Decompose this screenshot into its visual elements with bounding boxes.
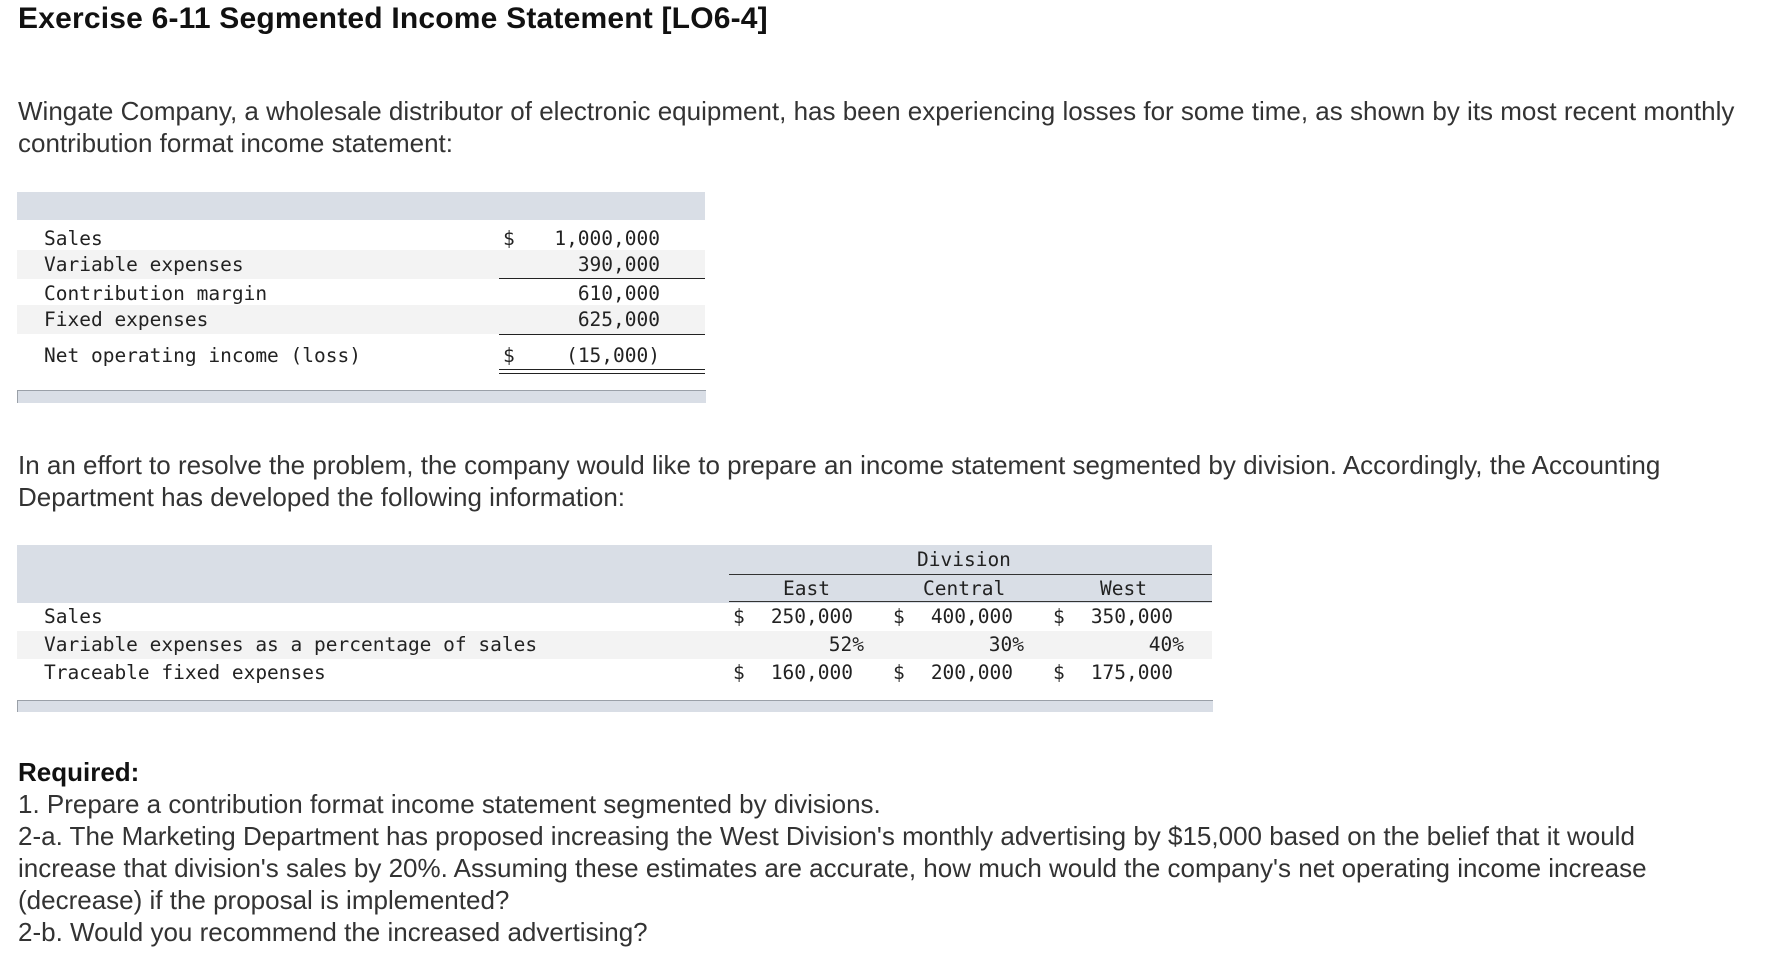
- cell-value: 250,000: [770, 605, 853, 628]
- table-row: [17, 341, 705, 370]
- currency-symbol: $: [733, 661, 745, 684]
- cell-value: 160,000: [770, 661, 853, 684]
- double-underline: [499, 369, 705, 370]
- cell-value: 52%: [828, 633, 864, 656]
- page-title: Exercise 6-11 Segmented Income Statement [LO6-4]: [18, 2, 768, 35]
- column-header-west: West: [1100, 577, 1147, 600]
- required-heading: Required:: [18, 757, 140, 787]
- currency-symbol: $: [1053, 661, 1065, 684]
- cell-value: 175,000: [1090, 661, 1173, 684]
- income-statement-table: [17, 192, 705, 404]
- currency-symbol: $: [893, 605, 905, 628]
- table-header-band: [17, 192, 705, 220]
- row-value: 390,000: [577, 253, 660, 276]
- table-row: [17, 659, 1212, 687]
- required-section: [18, 756, 1738, 948]
- currency-symbol: $: [733, 605, 745, 628]
- cell-value: 30%: [988, 633, 1024, 656]
- table-footer-band: [17, 700, 1213, 712]
- division-table: [17, 545, 1212, 715]
- row-value: 1,000,000: [554, 227, 660, 250]
- table-row: [17, 631, 1212, 659]
- row-label: Sales: [44, 227, 103, 250]
- subtotal-rule: [499, 334, 705, 335]
- row-label: Variable expenses as a percentage of sales: [44, 633, 538, 656]
- mid-paragraph: In an effort to resolve the problem, the company would like to prepare an income statement segmented by division. Accordingly, the Accounting Department has developed the following information:: [18, 450, 1661, 512]
- table-row: [17, 250, 705, 279]
- cell-value: 40%: [1148, 633, 1184, 656]
- row-label: Contribution margin: [44, 282, 268, 305]
- table-footer-band: [17, 390, 706, 403]
- currency-symbol: $: [1053, 605, 1065, 628]
- cell-value: 350,000: [1090, 605, 1173, 628]
- column-header-east: East: [783, 577, 830, 600]
- header-rule: [729, 574, 1212, 575]
- table-row: [17, 224, 705, 253]
- table-row: [17, 603, 1212, 631]
- required-item: 1. Prepare a contribution format income statement segmented by divisions.: [18, 789, 881, 819]
- row-value: (15,000): [566, 344, 660, 367]
- required-item: 2-b. Would you recommend the increased advertising?: [18, 917, 648, 947]
- header-rule: [729, 601, 1212, 602]
- required-item: 2-a. The Marketing Department has proposed increasing the West Division's monthly advertising by $15,000 based on the belief that it would increase that division's sales by 20%. Assuming these estimates are accurate, how much would the company's net operating income increase (decrease) if the proposal is implemented?: [18, 821, 1647, 915]
- cell-value: 200,000: [930, 661, 1013, 684]
- row-label: Sales: [44, 605, 103, 628]
- row-label: Traceable fixed expenses: [44, 661, 326, 684]
- division-group-header: Division: [917, 548, 1011, 571]
- table-row: [17, 305, 705, 334]
- row-value: 625,000: [577, 308, 660, 331]
- row-label: Fixed expenses: [44, 308, 209, 331]
- column-header-central: Central: [923, 577, 1006, 600]
- cell-value: 400,000: [930, 605, 1013, 628]
- currency-symbol: $: [893, 661, 905, 684]
- table-row: [17, 279, 705, 308]
- currency-symbol: $: [503, 344, 515, 367]
- intro-paragraph: Wingate Company, a wholesale distributor of electronic equipment, has been experiencing losses for some time, as shown by its most recent monthly contribution format income statement:: [18, 96, 1735, 158]
- double-underline: [499, 373, 705, 374]
- row-label: Variable expenses: [44, 253, 244, 276]
- row-value: 610,000: [577, 282, 660, 305]
- currency-symbol: $: [503, 227, 515, 250]
- row-label: Net operating income (loss): [44, 344, 361, 367]
